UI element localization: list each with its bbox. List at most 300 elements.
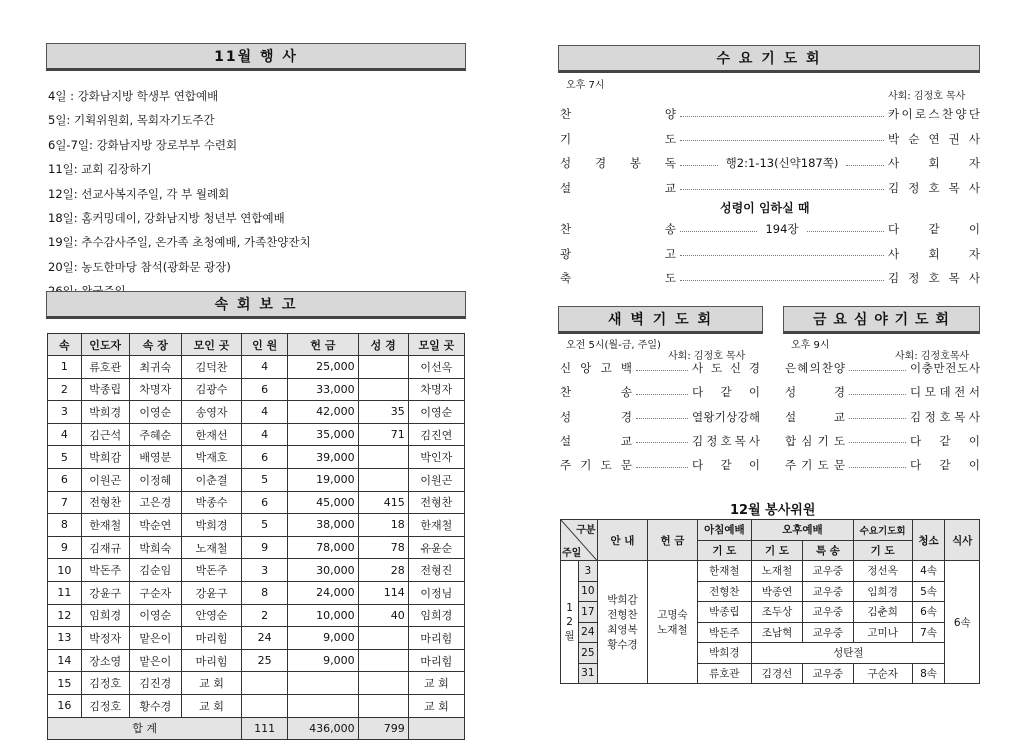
table-cell: 마리힘 [181,649,241,672]
event-item: 12일: 선교사복지주일, 각 부 월례회 [48,186,230,201]
table-cell: 71 [358,423,408,446]
table-row [48,649,465,672]
program-label [560,246,676,262]
program-label [785,384,845,400]
program-row [560,246,980,262]
wed-prayer: 김춘희 [853,602,912,623]
label-char: 앙 [580,361,592,375]
day-cell: 24 [579,622,597,643]
offering-cell [648,561,697,684]
label-char: 찬 [560,222,572,236]
table-cell: 18 [358,514,408,537]
col-header: 헌 금 [288,334,359,356]
table-row [48,559,465,582]
dot-leader [636,418,688,419]
table-cell [288,672,359,695]
meetings-table [47,333,465,740]
table-cell: 7 [48,491,82,514]
friday-time: 오후 9시 [791,340,830,351]
table-cell: 김근석 [81,423,129,446]
table-cell: 맡은이 [129,627,181,650]
value-char: 사 [748,433,760,448]
value-char: 다 [910,458,922,473]
value-char: 사 [888,156,900,170]
guide-name: 전형찬 [607,609,638,621]
total-label: 합 계 [48,717,242,740]
table-cell: 송영자 [181,401,241,424]
value-char: 만 [933,361,945,375]
table-cell: 25,000 [288,356,359,379]
table-cell: 5 [242,514,288,537]
table-cell: 이영순 [129,604,181,627]
value-char: 경 [748,361,760,375]
label-char: 성 [785,385,797,400]
table-cell: 35 [358,401,408,424]
table-cell: 박희경 [181,514,241,537]
dawn-host: 사회: 김정호 목사 [668,351,746,362]
label-char: 설 [785,409,797,424]
value-char: 모 [924,385,936,400]
offering-name: 노재철 [657,624,688,636]
event-item: 6일-7일: 강화남지방 장로부부 수련회 [48,137,238,152]
wed-prayer: 정선옥 [853,561,912,582]
value-char: 목 [948,271,960,285]
value-char: 이 [748,458,760,473]
value-char: 상 [726,409,738,424]
value-char: 정 [908,180,920,195]
program-detail: 행2:1-13(신약187쪽) [725,156,839,170]
day-cell: 3 [579,561,597,582]
dot-leader [680,165,718,166]
program-row [785,360,980,376]
dot-leader [680,189,884,190]
table-cell: 김덕찬 [181,356,241,379]
value-char: 호 [928,271,940,285]
label-char: 도 [600,458,612,473]
table-cell: 주혜순 [129,423,181,446]
col-header: 성 경 [358,334,408,356]
label-char: 도 [664,271,676,285]
program-value [888,221,980,237]
table-cell: 16 [48,694,82,717]
table-row [48,356,465,379]
program-label [785,409,845,425]
program-label [560,409,632,425]
program-row [560,409,760,425]
table-cell: 박순연 [129,514,181,537]
total-row [48,717,465,740]
special-header: 특 송 [802,540,853,561]
table-cell: 5 [48,446,82,469]
program-label [560,457,632,473]
value-char: 사 [968,271,980,285]
table-cell: 33,000 [288,378,359,401]
special-song: 교우중 [802,602,853,623]
value-char: 회 [928,156,940,170]
table-cell: 13 [48,627,82,650]
value-char: 신 [729,361,742,375]
table-cell [358,672,408,695]
prayer-header: 기 도 [697,540,752,561]
dot-leader [807,231,884,232]
wed-prayer: 임희경 [853,581,912,602]
label-char: 성 [560,409,572,424]
table-cell: 김정호 [81,694,129,717]
value-char: 같 [720,385,732,400]
table-cell: 이원곤 [81,468,129,491]
program-row [560,180,980,196]
morning-prayer: 류호관 [697,663,752,684]
col-header: 모인 곳 [181,334,241,356]
table-cell: 류호관 [81,356,129,379]
table-cell: 4 [242,401,288,424]
value-char: 목 [954,409,966,424]
table-cell [358,468,408,491]
offering-header: 헌 금 [648,520,697,561]
value-char: 권 [948,131,960,146]
afternoon-header: 오후예배 [752,520,854,541]
value-char: 정 [924,409,936,424]
label-char: 백 [620,361,632,375]
table-cell: 맡은이 [129,649,181,672]
special-song: 교우중 [802,663,853,684]
table-row [48,468,465,491]
table-cell: 9 [48,536,82,559]
value-char: 정 [908,271,920,285]
table-cell: 전형찬 [408,491,464,514]
meal-cell: 6속 [945,561,980,684]
event-item: 20일: 농도한마당 참석(광화문 광장) [48,259,231,274]
label-char: 경 [620,409,632,424]
label-char: 합 [785,433,797,448]
dot-leader [636,370,688,371]
label-char: 고 [664,246,676,261]
value-char: 찬 [941,107,953,121]
table-cell: 6 [48,468,82,491]
value-char: 이 [968,458,980,473]
label-char: 설 [560,433,572,448]
label-char: 기 [801,458,813,473]
table-cell: 마리힘 [408,649,464,672]
value-char: 김 [888,180,900,195]
table-cell: 박돈주 [81,559,129,582]
meetings-header [46,291,466,319]
value-char: 다 [910,433,922,448]
dot-leader [680,255,884,256]
table-cell: 35,000 [288,423,359,446]
col-header: 모일 곳 [408,334,464,356]
guide-name: 최영복 [607,624,638,636]
program-label [560,270,676,286]
clean-cell: 8속 [912,663,945,684]
dawn-time: 오전 5시(월-금, 주일) [566,340,661,351]
table-cell: 38,000 [288,514,359,537]
table-row [48,423,465,446]
table-cell: 교 회 [408,694,464,717]
table-cell: 25 [242,649,288,672]
program-row [785,409,980,425]
value-char: 도 [710,361,723,375]
label-char: 양 [664,107,676,121]
merged-cell: 성탄절 [752,643,945,664]
value-char: 이 [748,385,760,400]
table-cell [358,694,408,717]
morning-prayer: 전형찬 [697,581,752,602]
label-char: 기 [560,131,572,146]
table-cell: 이영순 [408,401,464,424]
table-cell: 12 [48,604,82,627]
value-char: 이 [901,107,913,121]
table-row [48,581,465,604]
value-char: 김 [910,409,922,424]
table-cell: 3 [48,401,82,424]
dawn-header [558,306,763,334]
value-char: 호 [720,433,732,448]
table-cell: 고은경 [129,491,181,514]
total-offering: 436,000 [288,717,359,740]
label-char: 교 [833,409,845,424]
label-char: 찬 [560,385,572,400]
table-cell: 78 [358,536,408,559]
label-char: 심 [801,433,813,448]
label-char: 찬 [560,107,572,121]
label-char: 의 [809,361,821,375]
value-char: 사 [692,361,704,375]
value-char: 호 [939,409,951,424]
morning-header: 아침예배 [697,520,752,541]
dot-leader [636,442,688,443]
label-char: 찬 [821,361,833,375]
dot-leader [680,231,757,232]
gubun-label: 구분 [576,525,596,536]
wednesday-sermon-title: 성령이 임하실 때 [720,201,810,215]
program-value [888,246,980,262]
program-value [888,131,980,147]
table-cell: 최귀숙 [129,356,181,379]
program-row [785,384,980,400]
table-row [48,401,465,424]
value-char: 로 [914,107,927,121]
event-item: 4일 : 강화남지방 학생부 연합예배 [48,89,219,103]
table-cell: 24,000 [288,581,359,604]
table-cell [242,672,288,695]
table-cell: 114 [358,581,408,604]
table-cell: 안영순 [181,604,241,627]
pm-prayer: 김경선 [752,663,803,684]
clean-cell: 5속 [912,581,945,602]
morning-prayer: 한재철 [697,561,752,582]
value-char: 정 [706,433,718,448]
morning-prayer: 박돈주 [697,622,752,643]
col-header: 인도자 [81,334,129,356]
value-char: 김 [888,271,900,285]
guide-cell [597,561,648,684]
value-char: 연 [928,131,940,146]
table-cell: 김정호 [81,672,129,695]
table-row [48,514,465,537]
program-row [785,433,980,449]
value-char: 사 [968,409,980,424]
day-cell: 25 [579,643,597,664]
friday-header [783,306,980,334]
program-value [888,270,980,286]
program-label [560,384,632,400]
dot-leader [680,280,884,281]
wed-prayer: 고미나 [853,622,912,643]
table-cell: 1 [48,356,82,379]
label-char: 문 [833,458,845,473]
special-song: 교우중 [802,622,853,643]
dot-leader [680,140,884,141]
event-item: 18일: 홈커밍데이, 강화남지방 청년부 연합예배 [48,211,285,226]
corner-header [561,520,598,561]
table-cell: 한재철 [81,514,129,537]
wednesday-host: 사회: 김정호 목사 [888,91,966,102]
value-char: 도 [957,361,969,375]
value-char: 사 [968,361,980,375]
meal-header: 식사 [945,520,980,561]
value-char: 같 [939,433,951,448]
special-song: 교우중 [802,581,853,602]
table-row [48,491,465,514]
table-cell: 박종수 [181,491,241,514]
table-cell: 415 [358,491,408,514]
guide-header: 안 내 [597,520,648,561]
dot-leader [680,116,884,117]
table-cell: 15 [48,672,82,695]
label-char: 기 [580,458,592,473]
service-body [561,561,980,684]
program-value [692,433,760,449]
table-cell: 박종립 [81,378,129,401]
special-song: 교우중 [802,561,853,582]
value-char: 디 [910,385,922,400]
col-header: 속 장 [129,334,181,356]
value-char: 양 [955,107,967,121]
day-cell: 17 [579,602,597,623]
table-row [48,672,465,695]
clean-cell: 4속 [912,561,945,582]
meetings-header-row [48,334,465,356]
label-char: 교 [620,433,632,448]
value-char: 목 [948,180,960,195]
table-cell: 김광수 [181,378,241,401]
label-char: 신 [560,361,572,375]
table-cell: 교 회 [181,672,241,695]
wednesday-time: 오후 7시 [566,80,605,91]
table-cell: 박희경 [81,401,129,424]
day-cell: 10 [579,581,597,602]
table-cell: 6 [242,491,288,514]
label-char: 축 [560,271,572,285]
program-row [560,155,980,171]
table-cell: 이정혜 [129,468,181,491]
col-header: 인 원 [242,334,288,356]
table-cell: 마리힘 [181,627,241,650]
table-cell: 배영분 [129,446,181,469]
label-char: 독 [664,156,676,170]
table-cell [358,356,408,379]
value-char: 같 [928,222,940,236]
program-value [692,360,760,376]
program-label [560,155,676,171]
table-cell: 6 [242,446,288,469]
table-cell [242,694,288,717]
table-cell: 김진연 [408,423,464,446]
table-cell [358,446,408,469]
value-char: 사 [888,246,900,261]
label-char: 혜 [797,361,809,375]
table-cell: 박재호 [181,446,241,469]
program-label [785,360,845,376]
program-label [560,433,632,449]
value-char: 서 [968,385,980,400]
table-row [48,536,465,559]
label-char: 광 [560,246,572,261]
program-row [560,221,980,237]
table-cell: 24 [242,627,288,650]
table-cell: 4 [48,423,82,446]
table-cell: 김재규 [81,536,129,559]
label-char: 송 [620,385,632,400]
table-cell [288,694,359,717]
clean-cell: 6속 [912,602,945,623]
table-cell: 박희숙 [129,536,181,559]
label-char: 기 [817,433,829,448]
program-row [560,433,760,449]
table-cell: 임희경 [81,604,129,627]
table-cell [358,649,408,672]
label-char: 교 [664,180,676,195]
meetings-title: 속 회 보 고 [214,297,298,313]
table-row [561,561,980,582]
value-char: 다 [888,222,900,236]
total-bible: 799 [358,717,408,740]
label-char: 성 [560,156,572,170]
table-cell: 이춘결 [181,468,241,491]
table-cell: 황수경 [129,694,181,717]
program-value [692,457,760,473]
events-list [48,84,311,304]
label-char: 설 [560,180,572,195]
label-char: 송 [664,222,676,236]
dawn-title: 새 벽 기 도 회 [607,312,714,328]
table-cell: 39,000 [288,446,359,469]
table-cell: 10 [48,559,82,582]
guide-name: 황수경 [607,639,638,651]
table-row [48,604,465,627]
pm-prayer-header: 기 도 [752,540,803,561]
dot-leader [849,442,906,443]
value-char: 박 [888,131,900,146]
table-cell: 4 [242,356,288,379]
guide-name: 박희감 [607,594,638,606]
program-value [910,457,980,473]
label-char: 은 [785,361,797,375]
table-row [48,627,465,650]
table-cell: 박정자 [81,627,129,650]
pm-prayer: 박종연 [752,581,803,602]
table-cell: 박희감 [81,446,129,469]
value-char: 전 [954,385,966,400]
offering-name: 고명숙 [657,609,688,621]
value-char: 다 [692,385,704,400]
meetings-body [48,356,465,740]
event-item: 5일: 기획위원회, 목회자기도주간 [48,113,215,128]
program-value [888,106,980,122]
table-cell: 9 [242,536,288,559]
program-label [560,131,676,147]
